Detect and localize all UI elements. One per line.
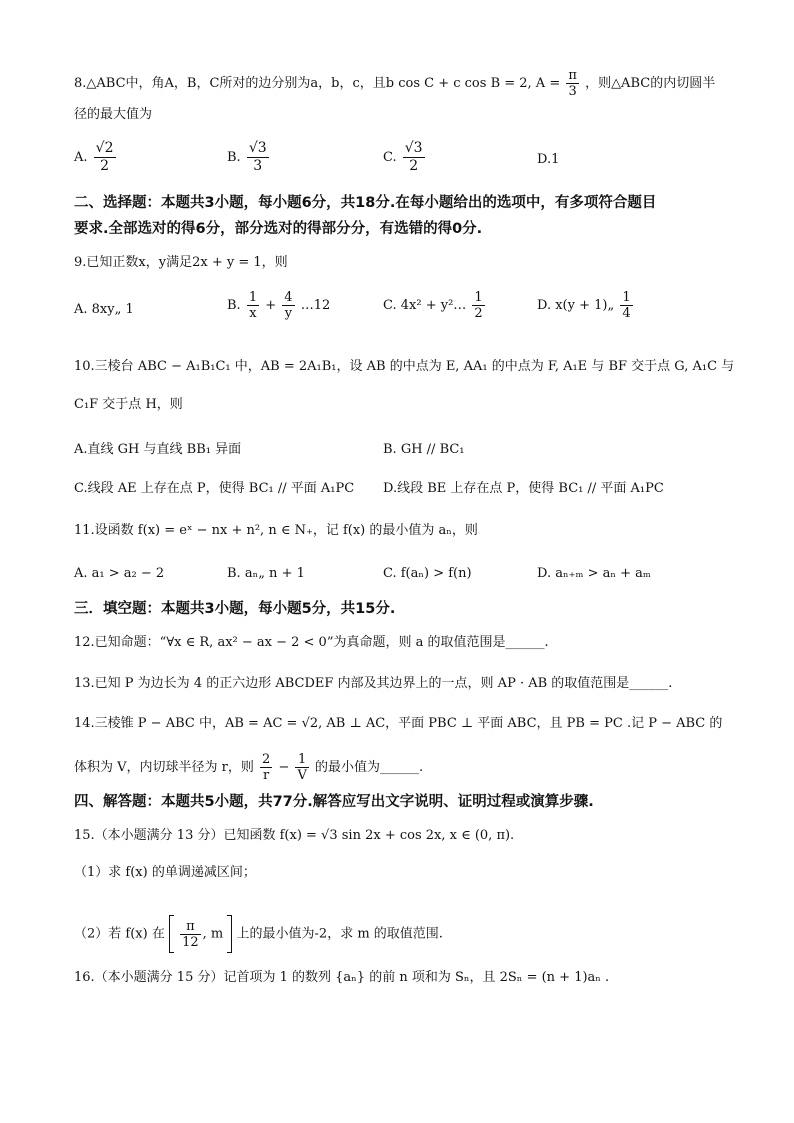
plus-sign: + xyxy=(265,298,277,313)
left-bracket xyxy=(169,915,174,953)
q14-stem-line2 xyxy=(74,752,423,783)
option-fraction xyxy=(282,290,294,321)
frac-numerator: π xyxy=(180,919,201,935)
option-fraction xyxy=(247,140,269,175)
frac-denominator: 3 xyxy=(253,158,263,174)
section2-heading-line1: 二、选择题：本题共3小题，每小题6分，共18分.在每小题给出的选项中，有多项符合题目 xyxy=(74,195,657,211)
frac-denominator: 3 xyxy=(568,84,577,99)
minus-sign: − xyxy=(278,760,290,775)
option-text: D. x(y + 1)„ xyxy=(537,298,615,313)
q8-option-c xyxy=(383,140,427,175)
q11-stem: 11.设函数 f(x) = eˣ − nx + n², n ∈ N₊，记 f(x) 的最小值为 aₙ，则 xyxy=(74,523,478,538)
q10-option-d: D.线段 BE 上存在点 P，使得 BC₁ // 平面 A₁PC xyxy=(383,481,664,496)
frac-numerator: π xyxy=(568,68,577,83)
section4-heading: 四、解答题：本题共5小题，共77分.解答应写出文字说明、证明过程或演算步骤. xyxy=(74,794,594,810)
q8-text: 8.△ABC中，角A，B，C所对的边分别为a，b，c，且b cos C + c cos B = 2, A = xyxy=(74,76,561,91)
frac-numerator: 1 xyxy=(622,290,631,305)
option-fraction xyxy=(94,140,116,175)
q10-option-c: C.线段 AE 上存在点 P，使得 BC₁ // 平面 A₁PC xyxy=(74,481,355,496)
q9-option-d xyxy=(537,290,635,321)
frac-denominator: x xyxy=(249,306,257,321)
q15-stem: 15.（本小题满分 13 分）已知函数 f(x) = √3 sin 2x + cos 2x, x ∈ (0, π). xyxy=(74,828,515,843)
frac-denominator: 2 xyxy=(409,158,419,174)
option-label: B. xyxy=(227,298,241,313)
frac-numerator: 2 xyxy=(262,752,271,767)
q9-stem: 9.已知正数x，y满足2x + y = 1，则 xyxy=(74,255,288,270)
q14-text: 体积为 V，内切球半径为 r，则 xyxy=(74,760,254,775)
q14-fraction-2-over-r xyxy=(260,752,272,783)
q14-stem-line1: 14.三棱锥 P − ABC 中，AB = AC = √2, AB ⊥ AC，平面 PBC ⊥ 平面 ABC，且 PB = PC .记 P − ABC 的 xyxy=(74,716,723,731)
section3-heading: 三．填空题：本题共3小题，每小题5分，共15分. xyxy=(74,601,396,617)
frac-denominator: r xyxy=(263,768,270,783)
q15-part1: （1）求 f(x) 的单调递减区间； xyxy=(74,865,256,880)
frac-numerator: 1 xyxy=(248,290,258,305)
option-fraction xyxy=(620,290,632,321)
q16-stem: 16.（本小题满分 15 分）记首项为 1 的数列 {aₙ} 的前 n 项和为 Sₙ，且 2Sₙ = (n + 1)aₙ . xyxy=(74,970,610,985)
q11-option-a: A. a₁ > a₂ − 2 xyxy=(74,566,165,581)
q9-option-a: A. 8xy„ 1 xyxy=(74,302,134,317)
option-fraction xyxy=(403,140,425,175)
frac-denominator: 12 xyxy=(182,934,199,950)
q8-stem-line1 xyxy=(74,68,715,99)
q11-option-c: C. f(aₙ) > f(n) xyxy=(383,566,472,581)
frac-denominator: 2 xyxy=(100,158,110,174)
frac-denominator: 2 xyxy=(474,306,483,321)
option-tail: …12 xyxy=(300,298,331,313)
q15-interval-end: , m xyxy=(202,926,224,942)
option-label: D.1 xyxy=(537,152,560,167)
q8-option-a xyxy=(74,140,118,175)
option-label: C. xyxy=(383,150,397,165)
frac-numerator: 4 xyxy=(284,290,293,305)
q10-option-a: A.直线 GH 与直线 BB₁ 异面 xyxy=(74,442,242,457)
frac-numerator: √3 xyxy=(248,140,267,156)
q8-pi-over-3 xyxy=(566,68,579,99)
q10-option-b: B. GH // BC₁ xyxy=(383,442,465,457)
right-bracket xyxy=(227,915,232,953)
q8-option-b xyxy=(227,140,271,175)
q10-stem-line1: 10.三棱台 ABC − A₁B₁C₁ 中，AB = 2A₁B₁，设 AB 的中点为 E, AA₁ 的中点为 F, A₁E 与 BF 交于点 G, A₁C 与 xyxy=(74,359,735,374)
frac-numerator: √2 xyxy=(95,140,114,156)
q13-text: 13.已知 P 为边长为 4 的正六边形 ABCDEF 内部及其边界上的一点，则 AP · AB 的取值范围是______. xyxy=(74,676,673,691)
q12-text: 12.已知命题：“∀x ∈ R, ax² − ax − 2 < 0”为真命题，则 a 的取值范围是______. xyxy=(74,635,549,650)
q9-option-c xyxy=(383,290,487,321)
section2-heading-line2: 要求.全部选对的得6分，部分选对的得部分分，有选错的得0分. xyxy=(74,221,483,237)
q10-stem-line2: C₁F 交于点 H，则 xyxy=(74,397,183,412)
frac-denominator: V xyxy=(297,768,307,783)
q8-text-tail: ，则△ABC的内切圆半 xyxy=(585,76,716,91)
option-text: C. 4x² + y²… xyxy=(383,298,467,313)
q11-option-d: D. aₙ₊ₘ > aₙ + aₘ xyxy=(537,566,651,581)
q15-text-tail: 上的最小值为-2，求 m 的取值范围. xyxy=(236,926,443,942)
option-label: A. xyxy=(74,150,88,165)
option-fraction xyxy=(472,290,484,321)
frac-denominator: y xyxy=(284,306,293,321)
q15-text: （2）若 f(x) 在 xyxy=(74,926,165,942)
frac-numerator: 1 xyxy=(474,290,483,305)
q9-option-b xyxy=(227,290,330,321)
q15-part2 xyxy=(74,915,443,953)
option-fraction xyxy=(247,290,259,321)
frac-numerator: √3 xyxy=(404,140,423,156)
option-label: B. xyxy=(227,150,241,165)
frac-numerator: 1 xyxy=(295,752,308,768)
q8-stem-line2: 径的最大值为 xyxy=(74,107,153,122)
q11-option-b: B. aₙ„ n + 1 xyxy=(227,566,305,581)
frac-denominator: 4 xyxy=(622,306,631,321)
q15-fraction-pi-over-12 xyxy=(180,919,201,950)
q14-fraction-1-over-v xyxy=(295,752,308,783)
q14-text-tail: 的最小值为______. xyxy=(315,760,424,775)
q8-option-d xyxy=(537,150,559,170)
